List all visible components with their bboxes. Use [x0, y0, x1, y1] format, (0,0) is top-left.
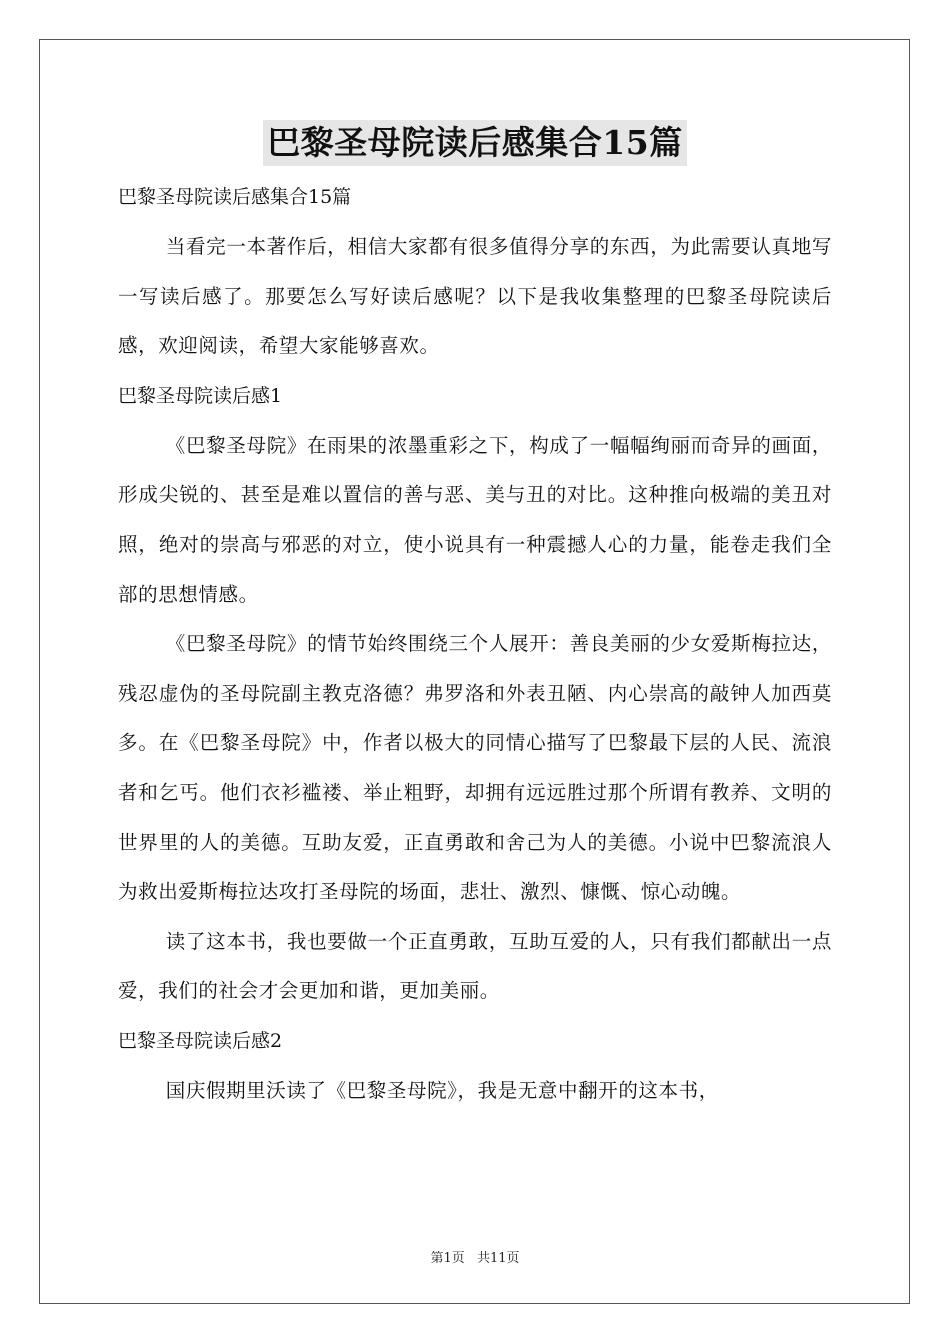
document-body	[118, 120, 832, 1116]
section-heading-1: 巴黎圣母院读后感1	[118, 384, 283, 407]
page-number: 第1页	[430, 1251, 465, 1266]
section2-paragraph-1: 国庆假期里沃读了《巴黎圣母院》，我是无意中翻开的这本书，	[165, 1078, 719, 1102]
page-total: 共11页	[476, 1251, 520, 1266]
section-heading-2: 巴黎圣母院读后感2	[118, 1029, 283, 1052]
document-subtitle: 巴黎圣母院读后感集合15篇	[118, 186, 352, 208]
intro-paragraph: 当看完一本著作后，相信大家都有很多值得分享的东西，为此需要认真地写一写读后感了。那要怎么写好读后感呢？以下是我收集整理的巴黎圣母院读后感，欢迎阅读，希望大家能够喜欢。	[118, 235, 832, 358]
document-title: 巴黎圣母院读后感集合15篇	[263, 120, 686, 166]
section1-paragraph-3: 读了这本书，我也要做一个正直勇敢，互助互爱的人，只有我们都献出一点爱，我们的社会才会更加和谐，更加美丽。	[118, 929, 832, 1003]
section1-paragraph-1: 《巴黎圣母院》在雨果的浓墨重彩之下，构成了一幅幅绚丽而奇异的画面，形成尖锐的、甚至是难以置信的善与恶、美与丑的对比。这种推向极端的美丑对照，绝对的崇高与邪恶的对立，使小说具有一种震撼人心的力量，能卷走我们全部的思想情感。	[118, 433, 832, 606]
section1-paragraph-2: 《巴黎圣母院》的情节始终围绕三个人展开：善良美丽的少女爱斯梅拉达，残忍虚伪的圣母院副主教克洛德？弗罗洛和外表丑陋、内心崇高的敲钟人加西莫多。在《巴黎圣母院》中，作者以极大的同情心描写了巴黎最下层的人民、流浪者和乞丐。他们衣衫褴褛、举止粗野，却拥有远远胜过那个所谓有教养、文明的世界里的人的美德。互助友爱，正直勇敢和舍己为人的美德。小说中巴黎流浪人为救出爱斯梅拉达攻打圣母院的场面，悲壮、激烈、慷慨、惊心动魄。	[118, 632, 832, 904]
page-footer	[0, 1247, 950, 1266]
title-wrap	[118, 120, 832, 166]
